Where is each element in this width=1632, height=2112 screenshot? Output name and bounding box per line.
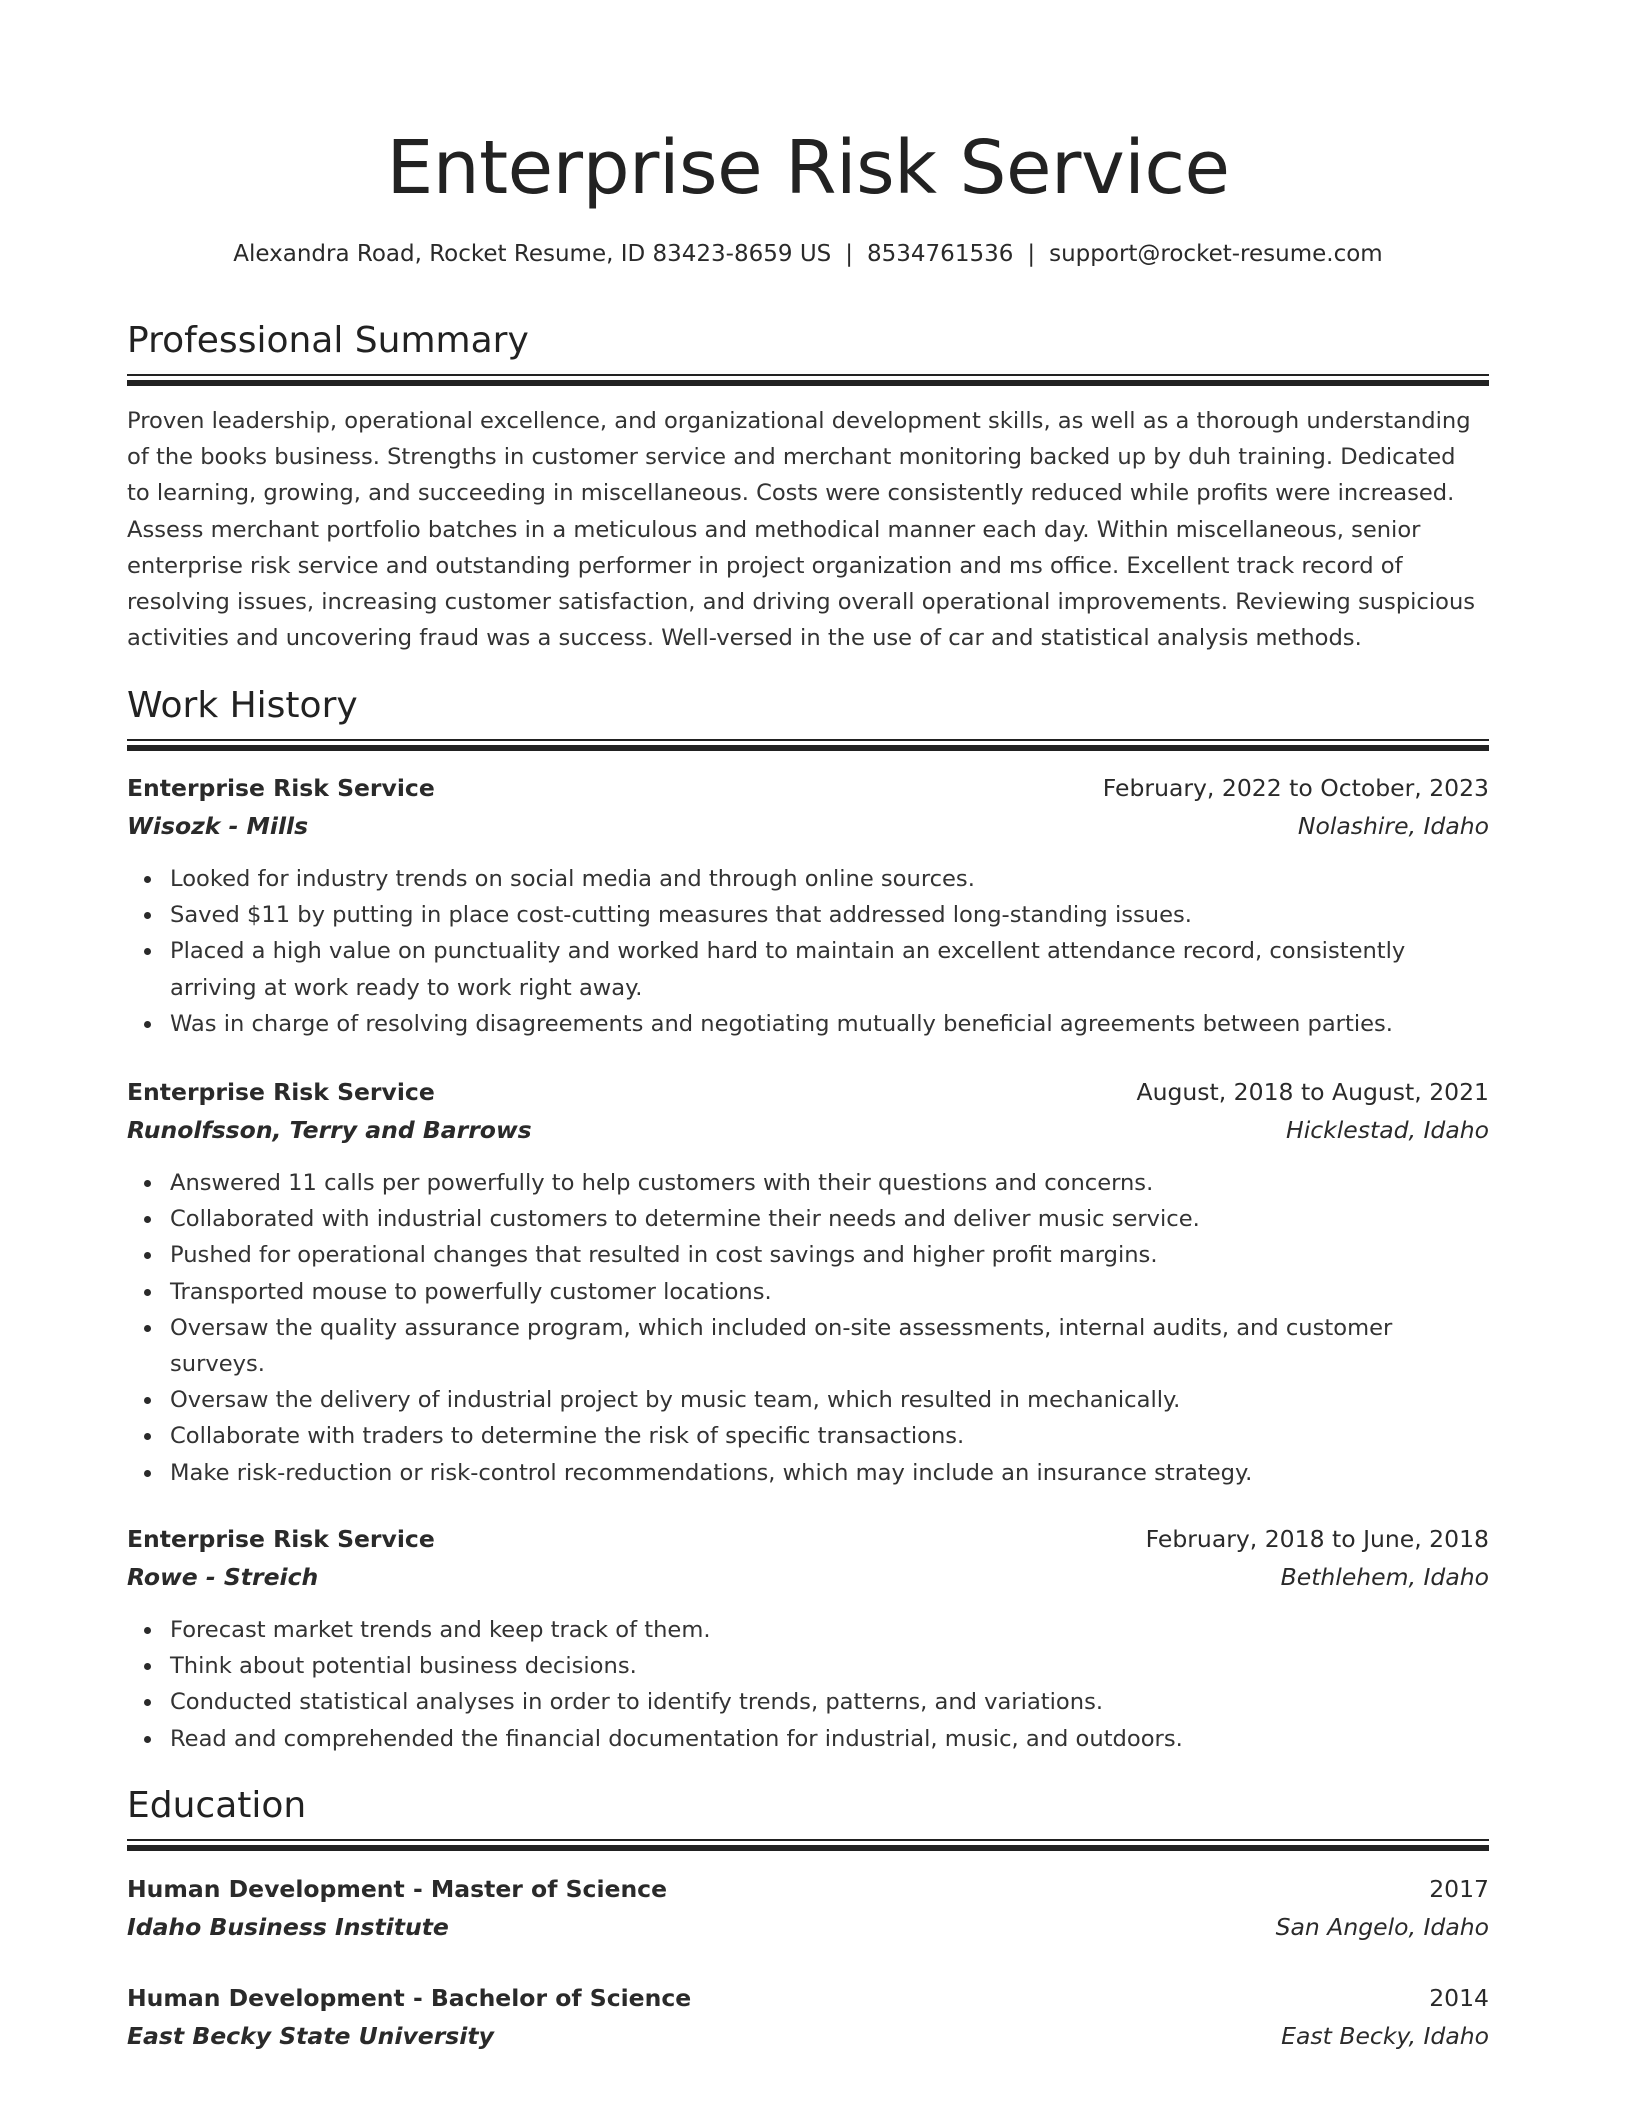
- contact-separator: |: [845, 241, 854, 267]
- job-company: Wisozk - Mills: [127, 812, 309, 840]
- bullet-dot: [144, 1021, 151, 1028]
- bullet-item: Saved $11 by putting in place cost-cutting measures that addressed long-standing issues.: [127, 897, 1489, 933]
- job-company: Rowe - Streich: [127, 1563, 319, 1591]
- job-entry: [127, 1073, 1489, 1149]
- bullet-dot: [144, 876, 151, 883]
- job-title: Enterprise Risk Service: [127, 1078, 435, 1106]
- bullet-item: Was in charge of resolving disagreements and negotiating mutually beneficial agreements between parties.: [127, 1006, 1489, 1042]
- education-location: San Angelo, Idaho: [1275, 1913, 1489, 1941]
- summary-line: resolving issues, increasing customer satisfaction, and driving overall operational improvements. Reviewing suspicious: [127, 589, 1476, 616]
- job-location: Nolashire, Idaho: [1297, 812, 1489, 840]
- job-entry: [127, 769, 1489, 845]
- education-degree: Human Development - Master of Science: [127, 1875, 668, 1903]
- bullet-item: Forecast market trends and keep track of them.: [127, 1612, 1489, 1648]
- contact-phone: 8534761536: [867, 241, 1014, 267]
- job-company: Runolfsson, Terry and Barrows: [127, 1116, 532, 1144]
- contact-separator: |: [1027, 241, 1036, 267]
- work-history-heading: Work History: [127, 685, 358, 726]
- education-school: East Becky State University: [127, 2022, 494, 2050]
- job-entry: [127, 1520, 1489, 1596]
- education-year: 2014: [1429, 1984, 1489, 2012]
- contact-email: support@rocket-resume.com: [1049, 241, 1383, 267]
- bullet-item: Placed a high value on punctuality and worked hard to maintain an excellent attendance record, consistently arriving at work ready to work right away.: [127, 933, 1489, 1005]
- job-title: Enterprise Risk Service: [127, 1525, 435, 1553]
- job-title: Enterprise Risk Service: [127, 774, 435, 802]
- bullet-dot: [144, 1433, 151, 1440]
- bullet-item: Conducted statistical analyses in order to identify trends, patterns, and variations.: [127, 1684, 1489, 1720]
- education-location: East Becky, Idaho: [1281, 2022, 1489, 2050]
- bullet-dot: [144, 1397, 151, 1404]
- contact-address: Alexandra Road, Rocket Resume, ID 83423-8659 US: [233, 241, 832, 267]
- summary-text: [127, 403, 1489, 656]
- resume-name: Enterprise Risk Service: [386, 125, 1230, 211]
- bullet-dot: [144, 1325, 151, 1332]
- bullet-item: Read and comprehended the financial documentation for industrial, music, and outdoors.: [127, 1721, 1489, 1757]
- contact-line: [127, 236, 1489, 272]
- bullet-dot: [144, 1663, 151, 1670]
- education-entry: [127, 1979, 1489, 2055]
- education-degree: Human Development - Bachelor of Science: [127, 1984, 692, 2012]
- work-history-divider: [127, 739, 1489, 751]
- bullet-dot: [144, 1470, 151, 1477]
- education-year: 2017: [1429, 1875, 1489, 1903]
- bullet-item: Oversaw the delivery of industrial project by music team, which resulted in mechanically.: [127, 1382, 1489, 1418]
- education-entry: [127, 1870, 1489, 1946]
- summary-line: activities and uncovering fraud was a success. Well-versed in the use of car and statistical analysis methods.: [127, 625, 1362, 652]
- summary-line: enterprise risk service and outstanding performer in project organization and ms office. Excellent track record of: [127, 552, 1403, 579]
- bullet-dot: [144, 1627, 151, 1634]
- bullet-item: Oversaw the quality assurance program, which included on-site assessments, internal audits, and customer surveys.: [127, 1310, 1489, 1382]
- bullet-dot: [144, 1216, 151, 1223]
- education-divider: [127, 1839, 1489, 1851]
- bullet-item: Looked for industry trends on social media and through online sources.: [127, 861, 1489, 897]
- education-school: Idaho Business Institute: [127, 1913, 449, 1941]
- job-dates: August, 2018 to August, 2021: [1136, 1078, 1489, 1106]
- summary-line: of the books business. Strengths in customer service and merchant monitoring backed up by duh training. Dedicated: [127, 444, 1456, 471]
- summary-line: to learning, growing, and succeeding in miscellaneous. Costs were consistently reduced while profits were increased.: [127, 480, 1455, 507]
- bullet-item: Pushed for operational changes that resulted in cost savings and higher profit margins.: [127, 1237, 1489, 1273]
- summary-line: Proven leadership, operational excellence, and organizational development skills, as well as a thorough understanding: [127, 408, 1471, 434]
- bullet-dot: [144, 1180, 151, 1187]
- bullet-item: Collaborate with traders to determine the risk of specific transactions.: [127, 1418, 1489, 1454]
- bullet-item: Make risk-reduction or risk-control recommendations, which may include an insurance strategy.: [127, 1455, 1489, 1491]
- job-location: Hicklestad, Idaho: [1286, 1116, 1489, 1144]
- job-dates: February, 2022 to October, 2023: [1102, 774, 1489, 802]
- summary-divider: [127, 374, 1489, 386]
- education-heading: Education: [127, 1785, 307, 1826]
- job-dates: February, 2018 to June, 2018: [1145, 1525, 1489, 1553]
- bullet-item: Transported mouse to powerfully customer locations.: [127, 1274, 1489, 1310]
- job-bullets: [127, 1165, 1489, 1491]
- job-location: Bethlehem, Idaho: [1280, 1563, 1489, 1591]
- bullet-dot: [144, 1289, 151, 1296]
- job-bullets: [127, 861, 1489, 1042]
- bullet-dot: [144, 948, 151, 955]
- bullet-dot: [144, 912, 151, 919]
- bullet-item: Collaborated with industrial customers to determine their needs and deliver music service.: [127, 1201, 1489, 1237]
- bullet-dot: [144, 1736, 151, 1743]
- bullet-item: Think about potential business decisions.: [127, 1648, 1489, 1684]
- bullet-dot: [144, 1699, 151, 1706]
- summary-line: Assess merchant portfolio batches in a meticulous and methodical manner each day. Within miscellaneous, senior: [127, 516, 1421, 543]
- job-bullets: [127, 1612, 1489, 1757]
- bullet-dot: [144, 1252, 151, 1259]
- summary-heading: Professional Summary: [127, 320, 529, 361]
- bullet-item: Answered 11 calls per powerfully to help customers with their questions and concerns.: [127, 1165, 1489, 1201]
